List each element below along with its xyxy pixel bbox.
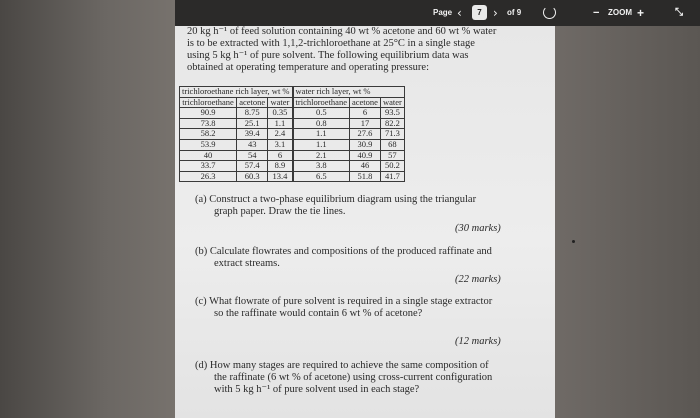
column-header: water [268, 97, 293, 108]
cell: 82.2 [380, 118, 404, 129]
table-row [180, 118, 405, 129]
table-row [180, 150, 405, 161]
cell: 60.3 [237, 171, 268, 182]
cell: 3.8 [293, 161, 350, 172]
cell: 0.8 [293, 118, 350, 129]
cell: 71.3 [380, 129, 404, 140]
cursor-dot [572, 240, 575, 243]
part-a-marks: (30 marks) [455, 223, 501, 234]
table-row [180, 139, 405, 150]
viewer-toolbar [175, 0, 700, 26]
cell: 30.9 [349, 139, 380, 150]
cell: 1.1 [268, 118, 293, 129]
page-count: of 9 [507, 8, 522, 17]
cell: 8.9 [268, 161, 293, 172]
table-group-header [180, 87, 405, 98]
cell: 50.2 [380, 161, 404, 172]
next-page-icon[interactable]: › [493, 6, 498, 20]
cell: 41.7 [380, 171, 404, 182]
cell: 53.9 [180, 139, 237, 150]
part-c-line: so the raffinate would contain 6 wt % of acetone? [214, 308, 423, 319]
cell: 1.1 [293, 129, 350, 140]
cell: 40 [180, 150, 237, 161]
cell: 17 [349, 118, 380, 129]
zoom-in-button[interactable]: + [637, 6, 645, 20]
table-row [180, 171, 405, 182]
cell: 93.5 [380, 108, 404, 119]
cell: 90.9 [180, 108, 237, 119]
part-d-line: (d) How many stages are required to achieve the same composition of [195, 360, 489, 371]
column-header: water [380, 97, 404, 108]
table-column-header [180, 97, 405, 108]
column-header: acetone [349, 97, 380, 108]
part-c-line: (c) What flowrate of pure solvent is required in a single stage extractor [195, 296, 493, 307]
column-header: acetone [237, 97, 268, 108]
table-row [180, 108, 405, 119]
cell: 57.4 [237, 161, 268, 172]
cell: 33.7 [180, 161, 237, 172]
cell: 57 [380, 150, 404, 161]
prev-page-icon[interactable]: ‹ [457, 6, 462, 20]
cell: 43 [237, 139, 268, 150]
part-a-line: graph paper. Draw the tie lines. [214, 206, 346, 217]
table-row [180, 161, 405, 172]
column-header: trichloroethane [293, 97, 350, 108]
page-number-input[interactable]: 7 [472, 5, 487, 20]
cell: 8.75 [237, 108, 268, 119]
cell: 6 [268, 150, 293, 161]
cell: 68 [380, 139, 404, 150]
intro-line: 20 kg h⁻¹ of feed solution containing 40 wt % acetone and 60 wt % water [187, 26, 497, 37]
cell: 2.1 [293, 150, 350, 161]
cell: 6 [349, 108, 380, 119]
cell: 13.4 [268, 171, 293, 182]
intro-line: obtained at operating temperature and operating pressure: [187, 62, 429, 73]
zoom-out-button[interactable]: − [593, 7, 600, 19]
group-header-right: water rich layer, wt % [293, 87, 405, 98]
part-c-marks: (12 marks) [455, 336, 501, 347]
cell: 73.8 [180, 118, 237, 129]
cell: 27.6 [349, 129, 380, 140]
cell: 51.8 [349, 171, 380, 182]
cell: 3.1 [268, 139, 293, 150]
cell: 58.2 [180, 129, 237, 140]
zoom-label: ZOOM [608, 8, 632, 17]
part-b-line: (b) Calculate flowrates and compositions of the produced raffinate and [195, 246, 492, 257]
part-b-line: extract streams. [214, 258, 280, 269]
part-d-line: with 5 kg h⁻¹ of pure solvent used in each stage? [214, 384, 420, 395]
part-a-line: (a) Construct a two-phase equilibrium diagram using the triangular [195, 194, 477, 205]
document-page [175, 26, 555, 418]
page-label: Page [433, 8, 453, 17]
cell: 40.9 [349, 150, 380, 161]
cell: 39.4 [237, 129, 268, 140]
cell: 6.5 [293, 171, 350, 182]
cell: 0.35 [268, 108, 293, 119]
cell: 25.1 [237, 118, 268, 129]
intro-line: using 5 kg h⁻¹ of pure solvent. The following equilibrium data was [187, 50, 469, 61]
cell: 2.4 [268, 129, 293, 140]
cell: 1.1 [293, 139, 350, 150]
screen-bezel-right [555, 0, 700, 418]
part-d-line: the raffinate (6 wt % of acetone) using cross-current configuration [214, 372, 493, 383]
cell: 0.5 [293, 108, 350, 119]
cell: 46 [349, 161, 380, 172]
group-header-left: trichloroethane rich layer, wt % [180, 87, 293, 98]
rotate-icon[interactable] [543, 6, 556, 19]
cell: 54 [237, 150, 268, 161]
part-b-marks: (22 marks) [455, 274, 501, 285]
equilibrium-data-table [179, 86, 405, 182]
intro-line: is to be extracted with 1,1,2-trichloroethane at 25°C in a single stage [187, 38, 475, 49]
screen-bezel-left [0, 0, 175, 418]
cell: 26.3 [180, 171, 237, 182]
table-row [180, 129, 405, 140]
column-header: trichloroethane [180, 97, 237, 108]
fullscreen-icon[interactable]: ⤡ [675, 7, 683, 18]
